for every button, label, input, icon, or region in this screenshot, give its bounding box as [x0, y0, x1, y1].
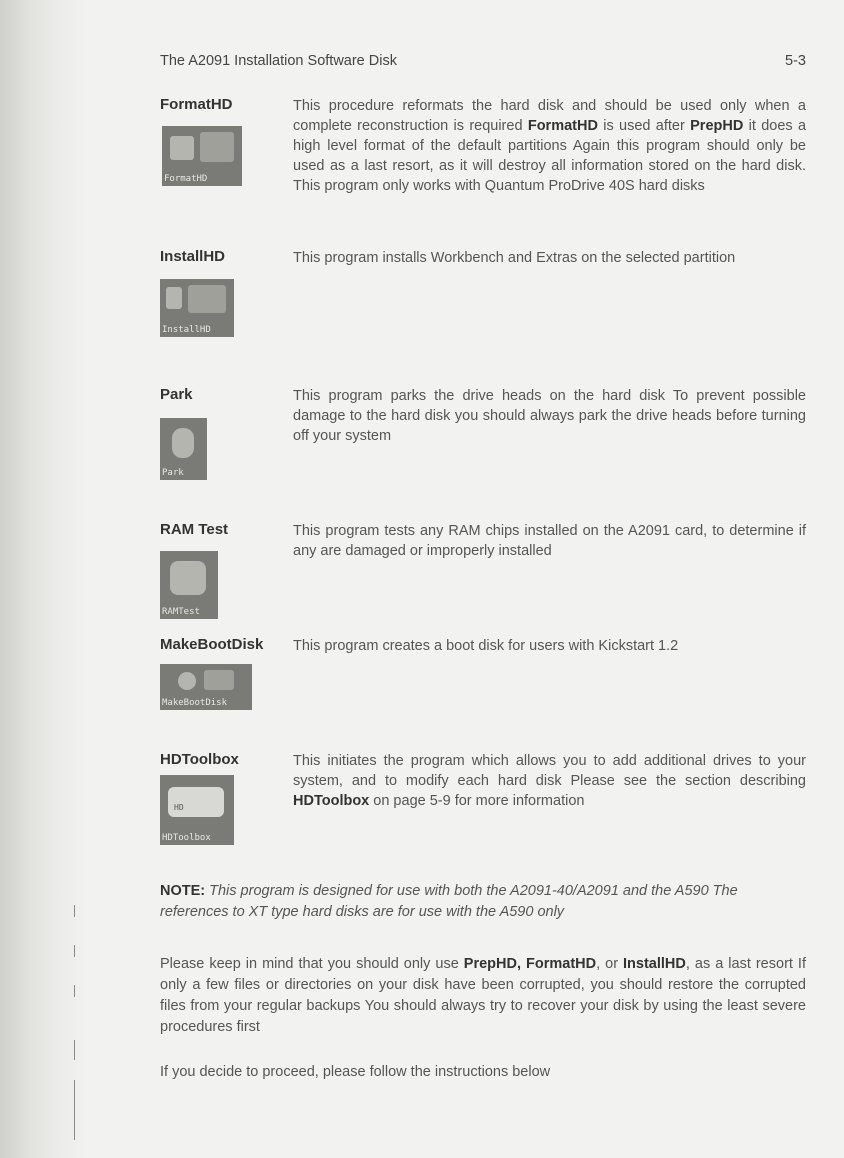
icon-label: HDToolbox: [162, 833, 211, 843]
binding-mark: [74, 905, 75, 917]
entry-name: InstallHD: [160, 248, 226, 265]
icon-label: RAMTest: [162, 607, 200, 617]
formathd-icon: [162, 126, 242, 186]
page-number: 5-3: [785, 53, 806, 69]
entry-description: This program installs Workbench and Extras on the selected partition: [293, 250, 736, 266]
entry-description: This program tests any RAM chips installed on the A2091 card, to determine if any are damaged or improperly installed: [293, 523, 806, 559]
page-binding-shadow: [0, 0, 90, 1158]
icon-label: MakeBootDisk: [162, 698, 228, 708]
icon-label: Park: [162, 468, 184, 478]
closing-paragraph: If you decide to proceed, please follow the instructions below: [160, 1064, 551, 1080]
binding-mark: [74, 1040, 75, 1060]
entry-park: [160, 386, 806, 486]
icon-sublabel: HD: [174, 803, 184, 812]
header-title: The A2091 Installation Software Disk: [160, 53, 397, 69]
icon-label: FormatHD: [164, 174, 208, 184]
park-icon: [160, 418, 207, 480]
entry-description: This initiates the program which allows you to add additional drives to your system, and to modify each hard disk Please see the section describing HDToolbox on page 5-9 for more information: [293, 753, 806, 809]
note-block: [160, 881, 806, 923]
entry-name: FormatHD: [160, 96, 233, 113]
icon-label: InstallHD: [162, 325, 211, 335]
installhd-icon: [160, 279, 234, 337]
entry-name: Park: [160, 386, 193, 403]
warning-paragraph: Please keep in mind that you should only use PrepHD, FormatHD, or InstallHD, as a last resort If only a few files or directories on your disk have been corrupted, you should restore the corrupted files from your regular backups You should always try to recover your disk by using the least severe procedures first: [160, 956, 806, 1035]
entry-name: MakeBootDisk: [160, 636, 264, 653]
entry-name: RAM Test: [160, 521, 229, 538]
page-header: [160, 53, 806, 73]
binding-mark: [74, 945, 75, 957]
makebootdisk-icon: [160, 664, 252, 710]
entry-formathd: [160, 96, 806, 226]
note-text: This program is designed for use with both the A2091-40/A2091 and the A590 The references to XT type hard disks are for use with the A590 only: [160, 883, 738, 920]
entry-description: This program creates a boot disk for users with Kickstart 1.2: [293, 638, 679, 654]
entry-name: HDToolbox: [160, 751, 239, 768]
entry-ramtest: [160, 521, 806, 621]
entry-description: This procedure reformats the hard disk and should be used only when a complete reconstruction is required FormatHD is used after PrepHD it does a high level format of the default partitions Again this program should only be used as a last resort, as it will destroy all information stored on the hard disk. This program only works with Quantum ProDrive 40S hard disks: [293, 98, 807, 194]
entry-hdtoolbox: [160, 751, 806, 851]
entry-installhd: [160, 248, 806, 343]
ramtest-icon: [160, 551, 218, 619]
binding-mark: [74, 1080, 75, 1140]
hdtoolbox-icon: [160, 775, 234, 845]
binding-mark: [74, 985, 75, 997]
entry-makebootdisk: [160, 636, 806, 716]
entry-description: This program parks the drive heads on the hard disk To prevent possible damage to the hard disk you should always park the drive heads before turning off your system: [293, 388, 806, 444]
note-label: NOTE:: [160, 883, 206, 899]
